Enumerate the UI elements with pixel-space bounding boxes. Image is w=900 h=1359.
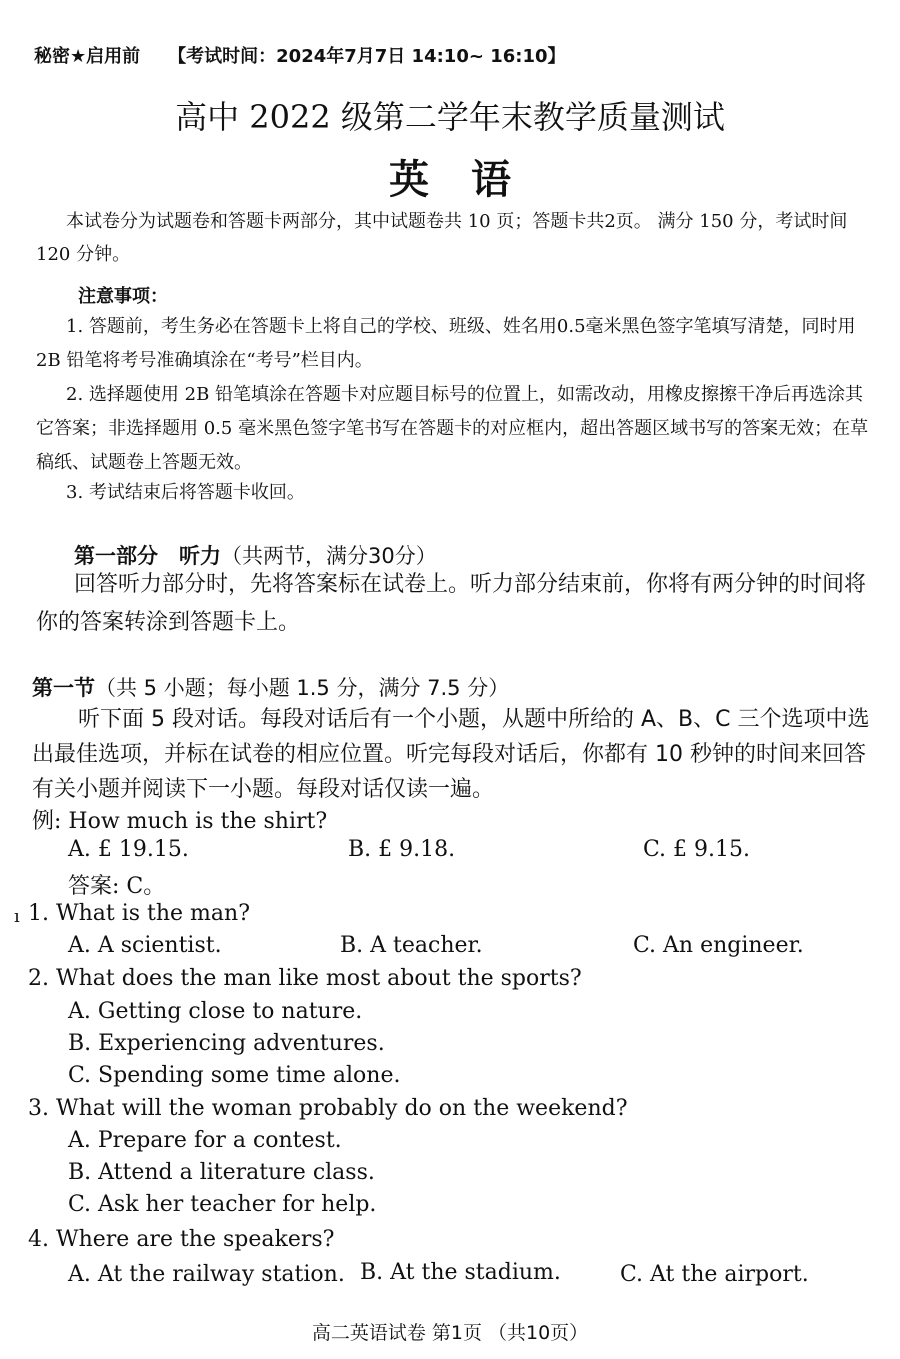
intro-text: 本试卷分为试题卷和答题卡两部分，其中试题卷共 10 页；答题卡共2页。 满分 150 分，考试时间120 分钟。 (36, 211, 848, 265)
question-4-option-c: C. At the airport. (620, 1262, 809, 1287)
example-option-a: A. £ 19.15. (68, 837, 189, 862)
question-1-stem: 1. What is the man? (28, 901, 250, 926)
notice-rule-3: 3. 考试结束后将答题卡收回。 (66, 482, 305, 503)
part1-description: 回答听力部分时，先将答案标在试卷上。听力部分结束前，你将有两分钟的时间将你的答案转涂到答题卡上。 (36, 572, 867, 635)
margin-mark: ı (14, 906, 20, 927)
notice-title: 注意事项： (78, 286, 168, 307)
question-1-option-a: A. A scientist. (68, 933, 222, 958)
subject-title: 英语 (389, 156, 553, 203)
part1-title-rest: （共两节，满分30分） (221, 544, 437, 568)
example-answer: 答案: C。 (68, 874, 166, 899)
question-3-option-a: A. Prepare for a contest. (68, 1128, 342, 1153)
question-4-option-a: A. At the railway station. (68, 1262, 345, 1287)
question-3-option-c: C. Ask her teacher for help. (68, 1192, 377, 1217)
section1-title-bold: 第一节 (32, 676, 95, 700)
question-1-option-c: C. An engineer. (633, 933, 804, 958)
question-3-option-b: B. Attend a literature class. (68, 1160, 375, 1185)
part1-title-bold: 第一部分 听力 (74, 544, 221, 568)
exam-time: 【考试时间：2024年7月7日 14:10~ 16:10】 (168, 46, 566, 67)
confidential-label: 秘密★启用前 (34, 46, 141, 67)
question-3-stem: 3. What will the woman probably do on the weekend? (28, 1096, 628, 1121)
example-question: 例: How much is the shirt? (32, 809, 328, 834)
question-2-option-b: B. Experiencing adventures. (68, 1031, 385, 1056)
exam-header (34, 42, 566, 68)
example-option-b: B. £ 9.18. (348, 837, 456, 862)
question-2-option-a: A. Getting close to nature. (68, 999, 363, 1024)
example-option-c: C. £ 9.15. (643, 837, 751, 862)
section1-title-rest: （共 5 小题；每小题 1.5 分，满分 7.5 分） (95, 676, 510, 700)
exam-title: 高中 2022 级第二学年末教学质量测试 (175, 98, 725, 136)
section1-title (32, 672, 509, 702)
page-footer: 高二英语试卷 第1页 （共10页） (311, 1322, 589, 1344)
question-2-option-c: C. Spending some time alone. (68, 1063, 401, 1088)
question-1-option-b: B. A teacher. (340, 933, 483, 958)
notice-rule-1: 1. 答题前，考生务必在答题卡上将自己的学校、班级、姓名用0.5毫米黑色签字笔填写清楚，同时用2B 铅笔将考号准确填涂在“考号”栏目内。 (36, 316, 856, 371)
question-2-stem: 2. What does the man like most about the sports? (28, 966, 582, 991)
question-4-stem: 4. Where are the speakers? (28, 1227, 335, 1252)
notice-rule-2: 2. 选择题使用 2B 铅笔填涂在答题卡对应题目标号的位置上，如需改动，用橡皮擦擦干净后再选涂其它答案；非选择题用 0.5 毫米黑色签字笔书写在答题卡的对应框内，超出答题区域书写的答案无效；在草稿纸、试题卷上答题无效。 (36, 384, 869, 473)
section1-description: 听下面 5 段对话。每段对话后有一个小题，从题中所给的 A、B、C 三个选项中选出最佳选项，并标在试卷的相应位置。听完每段对话后，你都有 10 秒钟的时间来回答有关小题并阅读下一小题。每段对话仅读一遍。 (32, 707, 870, 802)
question-4-option-b: B. At the stadium. (360, 1260, 561, 1285)
